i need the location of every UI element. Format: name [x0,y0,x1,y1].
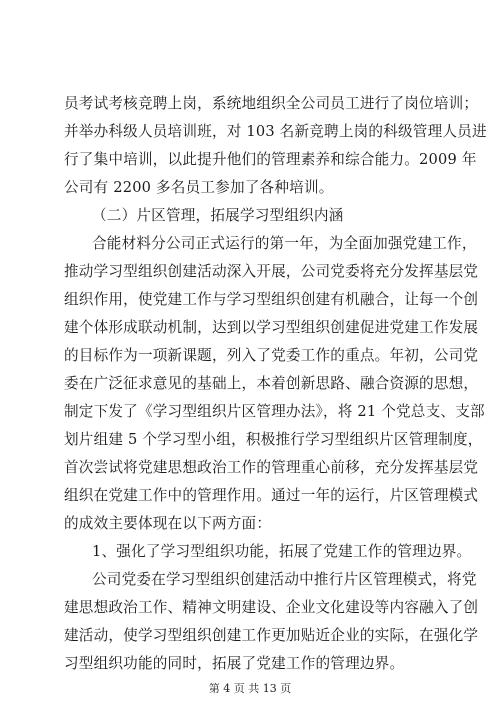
text-line: 制定下发了《学习型组织片区管理办法》，将 21 个党总支、支部 [64,403,485,420]
text-line: 划片组建 5 个学习型小组，积极推行学习型组织片区管理制度， [64,431,483,448]
text-line: 首次尝试将党建思想政治工作的管理重心前移，充分发挥基层党 [64,459,479,476]
text-line: 组织在党建工作中的管理作用。通过一年的运行，片区管理模式 [64,487,479,504]
text-line: 建活动，使学习型组织创建工作更加贴近企业的实际，在强化学 [64,627,479,644]
section-heading: （二）片区管理，拓展学习型组织内涵 [92,207,344,224]
text-line: 推动学习型组织创建活动深入开展，公司党委将充分发挥基层党 [64,263,479,280]
text-line: 的目标作为一项新课题，列入了党委工作的重点。年初，公司党 [64,347,479,364]
text-line: 建思想政治工作、精神文明建设、企业文化建设等内容融入了创 [64,599,479,616]
page-footer: 第 4 页 共 13 页 [208,682,292,695]
subsection-heading: 1、强化了学习型组织功能，拓展了党建工作的管理边界。 [92,543,472,560]
text-line: 组织作用，使党建工作与学习型组织创建有机融合，让每一个创 [64,291,479,308]
text-line: 并举办科级人员培训班，对 103 名新竞聘上岗的科级管理人员进 [64,123,487,140]
text-line: 委在广泛征求意见的基础上，本着创新思路、融合资源的思想， [64,375,479,392]
text-line: 的成效主要体现在以下两方面： [64,515,272,532]
text-line: 建个体形成联动机制，达到以学习型组织创建促进党建工作发展 [64,319,479,336]
text-line: 行了集中培训，以此提升他们的管理素养和综合能力。2009 年 [64,151,477,168]
text-line: 习型组织功能的同时，拓展了党建工作的管理边界。 [64,655,405,672]
text-line: 公司党委在学习型组织创建活动中推行片区管理模式，将党 [92,571,477,588]
text-line: 员考试考核竞聘上岗，系统地组织全公司员工进行了岗位培训； [64,95,479,112]
text-line: 合能材料分公司正式运行的第一年，为全面加强党建工作， [92,235,477,252]
text-line: 公司有 2200 多名员工参加了各种培训。 [64,179,334,196]
